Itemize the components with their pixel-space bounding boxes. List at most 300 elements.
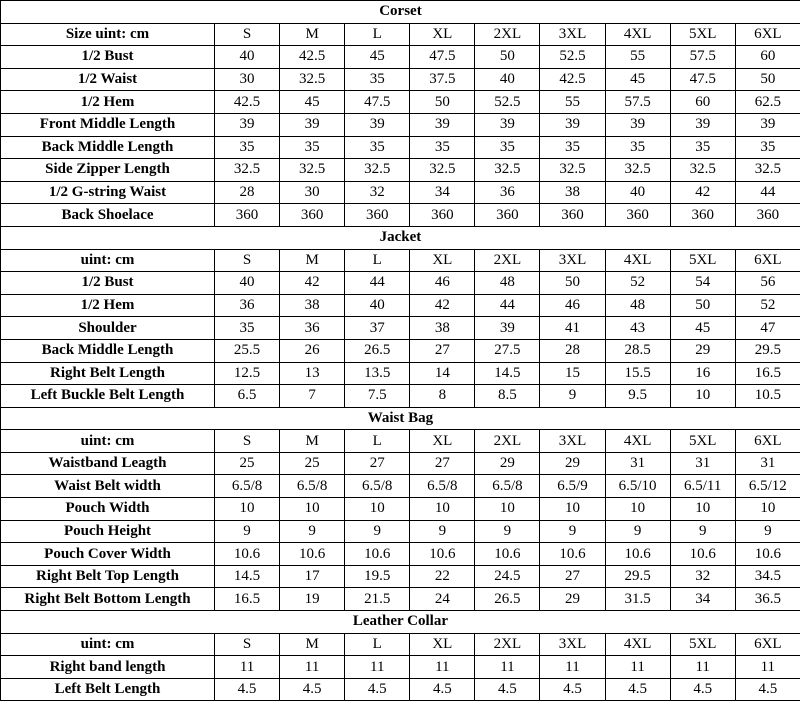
measurement-label: Waist Belt width bbox=[1, 475, 215, 498]
size-header-6xl: 6XL bbox=[735, 249, 800, 272]
measurement-value: 57.5 bbox=[670, 46, 735, 69]
measurement-value: 13.5 bbox=[345, 362, 410, 385]
measurement-value: 10 bbox=[410, 498, 475, 521]
measurement-value: 37.5 bbox=[410, 68, 475, 91]
measurement-value: 9 bbox=[540, 520, 605, 543]
jacket-section-title: Jacket bbox=[1, 226, 800, 249]
measurement-value: 32.5 bbox=[215, 159, 280, 182]
measurement-value: 22 bbox=[410, 565, 475, 588]
measurement-value: 36.5 bbox=[735, 588, 800, 611]
measurement-value: 10.6 bbox=[345, 543, 410, 566]
measurement-value: 36 bbox=[475, 181, 540, 204]
measurement-value: 11 bbox=[605, 656, 670, 679]
measurement-value: 34.5 bbox=[735, 565, 800, 588]
measurement-value: 360 bbox=[670, 204, 735, 227]
measurement-value: 360 bbox=[215, 204, 280, 227]
size-header-3xl: 3XL bbox=[540, 430, 605, 453]
measurement-value: 10.6 bbox=[215, 543, 280, 566]
measurement-label: Left Belt Length bbox=[1, 678, 215, 701]
corset-section-title: Corset bbox=[1, 1, 800, 24]
measurement-value: 19 bbox=[280, 588, 345, 611]
measurement-value: 4.5 bbox=[475, 678, 540, 701]
measurement-label: Pouch Width bbox=[1, 498, 215, 521]
measurement-value: 6.5/8 bbox=[410, 475, 475, 498]
measurement-value: 42.5 bbox=[215, 91, 280, 114]
leather-collar-size-header-row bbox=[1, 633, 800, 656]
measurement-value: 28.5 bbox=[605, 339, 670, 362]
size-header-xl: XL bbox=[410, 23, 475, 46]
measurement-value: 360 bbox=[735, 204, 800, 227]
measurement-value: 34 bbox=[670, 588, 735, 611]
measurement-value: 39 bbox=[215, 113, 280, 136]
size-header-m: M bbox=[280, 430, 345, 453]
size-header-3xl: 3XL bbox=[540, 23, 605, 46]
size-header-5xl: 5XL bbox=[670, 430, 735, 453]
measurement-value: 45 bbox=[605, 68, 670, 91]
measurement-label: Left Buckle Belt Length bbox=[1, 385, 215, 408]
leather-collar-title-row bbox=[1, 611, 800, 634]
jacket-title-row bbox=[1, 226, 800, 249]
measurement-value: 39 bbox=[475, 317, 540, 340]
measurement-value: 38 bbox=[410, 317, 475, 340]
measurement-label: 1/2 Bust bbox=[1, 272, 215, 295]
measurement-value: 9 bbox=[215, 520, 280, 543]
measurement-label: Shoulder bbox=[1, 317, 215, 340]
measurement-value: 6.5/11 bbox=[670, 475, 735, 498]
measurement-value: 54 bbox=[670, 272, 735, 295]
measurement-label: Back Shoelace bbox=[1, 204, 215, 227]
measurement-value: 14.5 bbox=[215, 565, 280, 588]
measurement-value: 35 bbox=[345, 68, 410, 91]
measurement-value: 24 bbox=[410, 588, 475, 611]
measurement-value: 4.5 bbox=[670, 678, 735, 701]
measurement-value: 10 bbox=[215, 498, 280, 521]
size-header-xl: XL bbox=[410, 430, 475, 453]
measurement-value: 24.5 bbox=[475, 565, 540, 588]
measurement-value: 35 bbox=[475, 136, 540, 159]
measurement-value: 11 bbox=[540, 656, 605, 679]
size-header-s: S bbox=[215, 23, 280, 46]
size-header-4xl: 4XL bbox=[605, 633, 670, 656]
measurement-value: 57.5 bbox=[605, 91, 670, 114]
measurement-value: 10.6 bbox=[735, 543, 800, 566]
measurement-value: 44 bbox=[735, 181, 800, 204]
table-row bbox=[1, 294, 800, 317]
table-row bbox=[1, 678, 800, 701]
measurement-value: 50 bbox=[410, 91, 475, 114]
measurement-value: 46 bbox=[540, 294, 605, 317]
size-header-2xl: 2XL bbox=[475, 633, 540, 656]
size-header-6xl: 6XL bbox=[735, 430, 800, 453]
measurement-value: 9 bbox=[475, 520, 540, 543]
measurement-value: 55 bbox=[605, 46, 670, 69]
measurement-value: 34 bbox=[410, 181, 475, 204]
measurement-value: 44 bbox=[345, 272, 410, 295]
measurement-value: 6.5/8 bbox=[345, 475, 410, 498]
measurement-value: 11 bbox=[280, 656, 345, 679]
measurement-value: 27 bbox=[410, 452, 475, 475]
measurement-value: 32.5 bbox=[605, 159, 670, 182]
table-row bbox=[1, 159, 800, 182]
measurement-value: 10 bbox=[540, 498, 605, 521]
measurement-label: 1/2 Hem bbox=[1, 91, 215, 114]
measurement-value: 45 bbox=[280, 91, 345, 114]
measurement-label: Front Middle Length bbox=[1, 113, 215, 136]
measurement-value: 14.5 bbox=[475, 362, 540, 385]
measurement-label: 1/2 G-string Waist bbox=[1, 181, 215, 204]
measurement-value: 32.5 bbox=[280, 68, 345, 91]
measurement-value: 360 bbox=[540, 204, 605, 227]
measurement-value: 360 bbox=[410, 204, 475, 227]
table-row bbox=[1, 498, 800, 521]
measurement-value: 8.5 bbox=[475, 385, 540, 408]
measurement-value: 10 bbox=[735, 498, 800, 521]
measurement-value: 35 bbox=[540, 136, 605, 159]
measurement-value: 50 bbox=[540, 272, 605, 295]
measurement-value: 44 bbox=[475, 294, 540, 317]
measurement-value: 10.6 bbox=[670, 543, 735, 566]
measurement-value: 27 bbox=[345, 452, 410, 475]
measurement-label: Right Belt Top Length bbox=[1, 565, 215, 588]
measurement-value: 9 bbox=[345, 520, 410, 543]
measurement-value: 37 bbox=[345, 317, 410, 340]
measurement-value: 29.5 bbox=[735, 339, 800, 362]
size-header-4xl: 4XL bbox=[605, 23, 670, 46]
measurement-value: 4.5 bbox=[215, 678, 280, 701]
measurement-label: Pouch Height bbox=[1, 520, 215, 543]
measurement-value: 50 bbox=[735, 68, 800, 91]
table-row bbox=[1, 452, 800, 475]
leather-collar-unit-label: uint: cm bbox=[1, 633, 215, 656]
measurement-value: 7.5 bbox=[345, 385, 410, 408]
measurement-value: 14 bbox=[410, 362, 475, 385]
measurement-value: 42 bbox=[410, 294, 475, 317]
measurement-value: 10.6 bbox=[280, 543, 345, 566]
size-header-4xl: 4XL bbox=[605, 430, 670, 453]
size-header-6xl: 6XL bbox=[735, 23, 800, 46]
measurement-value: 10 bbox=[475, 498, 540, 521]
measurement-value: 32.5 bbox=[345, 159, 410, 182]
measurement-value: 45 bbox=[670, 317, 735, 340]
size-header-l: L bbox=[345, 23, 410, 46]
measurement-value: 10 bbox=[670, 498, 735, 521]
measurement-value: 47.5 bbox=[670, 68, 735, 91]
measurement-value: 360 bbox=[345, 204, 410, 227]
measurement-value: 11 bbox=[735, 656, 800, 679]
measurement-value: 40 bbox=[605, 181, 670, 204]
measurement-value: 36 bbox=[215, 294, 280, 317]
table-row bbox=[1, 204, 800, 227]
measurement-value: 6.5/9 bbox=[540, 475, 605, 498]
measurement-value: 32.5 bbox=[735, 159, 800, 182]
waist-bag-unit-label: uint: cm bbox=[1, 430, 215, 453]
measurement-value: 30 bbox=[280, 181, 345, 204]
measurement-value: 26.5 bbox=[475, 588, 540, 611]
measurement-value: 32.5 bbox=[280, 159, 345, 182]
measurement-value: 39 bbox=[475, 113, 540, 136]
jacket-size-header-row bbox=[1, 249, 800, 272]
measurement-value: 11 bbox=[215, 656, 280, 679]
measurement-value: 42 bbox=[280, 272, 345, 295]
size-header-2xl: 2XL bbox=[475, 249, 540, 272]
size-header-m: M bbox=[280, 23, 345, 46]
corset-title-row bbox=[1, 1, 800, 24]
measurement-label: Right band length bbox=[1, 656, 215, 679]
measurement-value: 39 bbox=[605, 113, 670, 136]
table-row bbox=[1, 543, 800, 566]
measurement-value: 32.5 bbox=[670, 159, 735, 182]
table-row bbox=[1, 339, 800, 362]
size-header-l: L bbox=[345, 633, 410, 656]
measurement-value: 35 bbox=[735, 136, 800, 159]
measurement-value: 360 bbox=[280, 204, 345, 227]
measurement-value: 55 bbox=[540, 91, 605, 114]
measurement-value: 52.5 bbox=[475, 91, 540, 114]
size-header-3xl: 3XL bbox=[540, 633, 605, 656]
measurement-value: 30 bbox=[215, 68, 280, 91]
measurement-value: 32.5 bbox=[475, 159, 540, 182]
size-header-l: L bbox=[345, 249, 410, 272]
measurement-value: 15.5 bbox=[605, 362, 670, 385]
measurement-value: 52 bbox=[605, 272, 670, 295]
measurement-value: 10.6 bbox=[475, 543, 540, 566]
measurement-value: 9 bbox=[280, 520, 345, 543]
measurement-value: 39 bbox=[410, 113, 475, 136]
size-header-xl: XL bbox=[410, 633, 475, 656]
measurement-label: Right Belt Bottom Length bbox=[1, 588, 215, 611]
measurement-value: 60 bbox=[735, 46, 800, 69]
measurement-value: 32 bbox=[345, 181, 410, 204]
measurement-value: 38 bbox=[540, 181, 605, 204]
measurement-value: 52.5 bbox=[540, 46, 605, 69]
measurement-value: 31 bbox=[670, 452, 735, 475]
measurement-value: 10.6 bbox=[605, 543, 670, 566]
measurement-value: 29 bbox=[540, 588, 605, 611]
measurement-value: 35 bbox=[605, 136, 670, 159]
measurement-value: 47.5 bbox=[345, 91, 410, 114]
measurement-value: 35 bbox=[670, 136, 735, 159]
measurement-value: 25.5 bbox=[215, 339, 280, 362]
measurement-value: 10 bbox=[280, 498, 345, 521]
measurement-value: 15 bbox=[540, 362, 605, 385]
measurement-value: 29.5 bbox=[605, 565, 670, 588]
measurement-value: 10 bbox=[670, 385, 735, 408]
corset-unit-label: Size uint: cm bbox=[1, 23, 215, 46]
measurement-value: 32.5 bbox=[540, 159, 605, 182]
measurement-value: 38 bbox=[280, 294, 345, 317]
size-header-l: L bbox=[345, 430, 410, 453]
size-header-s: S bbox=[215, 430, 280, 453]
corset-size-header-row bbox=[1, 23, 800, 46]
table-row bbox=[1, 656, 800, 679]
chart-body bbox=[1, 1, 800, 701]
measurement-value: 31 bbox=[735, 452, 800, 475]
measurement-value: 6.5/8 bbox=[475, 475, 540, 498]
measurement-value: 42.5 bbox=[280, 46, 345, 69]
measurement-value: 48 bbox=[605, 294, 670, 317]
measurement-value: 35 bbox=[280, 136, 345, 159]
measurement-value: 11 bbox=[345, 656, 410, 679]
size-header-xl: XL bbox=[410, 249, 475, 272]
waist-bag-title-row bbox=[1, 407, 800, 430]
measurement-value: 12.5 bbox=[215, 362, 280, 385]
measurement-value: 36 bbox=[280, 317, 345, 340]
size-header-s: S bbox=[215, 633, 280, 656]
measurement-value: 10.6 bbox=[410, 543, 475, 566]
measurement-value: 41 bbox=[540, 317, 605, 340]
measurement-value: 25 bbox=[280, 452, 345, 475]
measurement-value: 10 bbox=[345, 498, 410, 521]
measurement-value: 11 bbox=[410, 656, 475, 679]
measurement-label: Right Belt Length bbox=[1, 362, 215, 385]
table-row bbox=[1, 181, 800, 204]
measurement-value: 50 bbox=[475, 46, 540, 69]
measurement-value: 40 bbox=[215, 46, 280, 69]
measurement-value: 40 bbox=[345, 294, 410, 317]
measurement-label: Waistband Leagth bbox=[1, 452, 215, 475]
measurement-value: 9 bbox=[735, 520, 800, 543]
measurement-value: 4.5 bbox=[605, 678, 670, 701]
measurement-value: 13 bbox=[280, 362, 345, 385]
measurement-value: 11 bbox=[670, 656, 735, 679]
measurement-value: 10.6 bbox=[540, 543, 605, 566]
measurement-value: 46 bbox=[410, 272, 475, 295]
table-row bbox=[1, 136, 800, 159]
measurement-value: 43 bbox=[605, 317, 670, 340]
measurement-value: 47 bbox=[735, 317, 800, 340]
table-row bbox=[1, 46, 800, 69]
table-row bbox=[1, 91, 800, 114]
measurement-value: 35 bbox=[215, 317, 280, 340]
size-header-4xl: 4XL bbox=[605, 249, 670, 272]
measurement-value: 40 bbox=[475, 68, 540, 91]
measurement-value: 50 bbox=[670, 294, 735, 317]
table-row bbox=[1, 272, 800, 295]
table-row bbox=[1, 475, 800, 498]
measurement-value: 360 bbox=[475, 204, 540, 227]
table-row bbox=[1, 362, 800, 385]
measurement-value: 39 bbox=[540, 113, 605, 136]
measurement-value: 4.5 bbox=[735, 678, 800, 701]
measurement-value: 11 bbox=[475, 656, 540, 679]
measurement-value: 8 bbox=[410, 385, 475, 408]
measurement-value: 52 bbox=[735, 294, 800, 317]
measurement-value: 4.5 bbox=[410, 678, 475, 701]
size-header-2xl: 2XL bbox=[475, 23, 540, 46]
measurement-label: Pouch Cover Width bbox=[1, 543, 215, 566]
measurement-value: 39 bbox=[735, 113, 800, 136]
measurement-value: 62.5 bbox=[735, 91, 800, 114]
measurement-value: 9 bbox=[410, 520, 475, 543]
table-row bbox=[1, 113, 800, 136]
measurement-value: 6.5/8 bbox=[280, 475, 345, 498]
measurement-value: 19.5 bbox=[345, 565, 410, 588]
table-row bbox=[1, 565, 800, 588]
measurement-value: 45 bbox=[345, 46, 410, 69]
measurement-value: 25 bbox=[215, 452, 280, 475]
measurement-value: 28 bbox=[215, 181, 280, 204]
measurement-value: 27 bbox=[540, 565, 605, 588]
measurement-value: 26.5 bbox=[345, 339, 410, 362]
size-header-5xl: 5XL bbox=[670, 633, 735, 656]
measurement-value: 4.5 bbox=[540, 678, 605, 701]
measurement-value: 9 bbox=[670, 520, 735, 543]
measurement-value: 7 bbox=[280, 385, 345, 408]
measurement-value: 27 bbox=[410, 339, 475, 362]
size-header-3xl: 3XL bbox=[540, 249, 605, 272]
size-header-6xl: 6XL bbox=[735, 633, 800, 656]
measurement-label: Side Zipper Length bbox=[1, 159, 215, 182]
measurement-value: 4.5 bbox=[280, 678, 345, 701]
measurement-value: 26 bbox=[280, 339, 345, 362]
measurement-value: 10 bbox=[605, 498, 670, 521]
measurement-value: 39 bbox=[280, 113, 345, 136]
measurement-value: 47.5 bbox=[410, 46, 475, 69]
measurement-value: 27.5 bbox=[475, 339, 540, 362]
size-header-5xl: 5XL bbox=[670, 249, 735, 272]
measurement-value: 29 bbox=[670, 339, 735, 362]
measurement-value: 35 bbox=[345, 136, 410, 159]
table-row bbox=[1, 385, 800, 408]
measurement-value: 40 bbox=[215, 272, 280, 295]
measurement-value: 39 bbox=[670, 113, 735, 136]
size-header-m: M bbox=[280, 249, 345, 272]
measurement-value: 35 bbox=[215, 136, 280, 159]
measurement-label: Back Middle Length bbox=[1, 136, 215, 159]
measurement-value: 16.5 bbox=[215, 588, 280, 611]
measurement-label: Back Middle Length bbox=[1, 339, 215, 362]
measurement-value: 6.5 bbox=[215, 385, 280, 408]
measurement-value: 6.5/10 bbox=[605, 475, 670, 498]
jacket-unit-label: uint: cm bbox=[1, 249, 215, 272]
size-header-2xl: 2XL bbox=[475, 430, 540, 453]
measurement-value: 48 bbox=[475, 272, 540, 295]
measurement-value: 9.5 bbox=[605, 385, 670, 408]
measurement-value: 16 bbox=[670, 362, 735, 385]
measurement-value: 42.5 bbox=[540, 68, 605, 91]
measurement-value: 9 bbox=[540, 385, 605, 408]
measurement-value: 29 bbox=[475, 452, 540, 475]
measurement-value: 42 bbox=[670, 181, 735, 204]
table-row bbox=[1, 520, 800, 543]
measurement-value: 360 bbox=[605, 204, 670, 227]
measurement-value: 32 bbox=[670, 565, 735, 588]
table-row bbox=[1, 68, 800, 91]
measurement-label: 1/2 Bust bbox=[1, 46, 215, 69]
measurement-label: 1/2 Hem bbox=[1, 294, 215, 317]
measurement-value: 29 bbox=[540, 452, 605, 475]
table-row bbox=[1, 317, 800, 340]
measurement-value: 17 bbox=[280, 565, 345, 588]
size-header-m: M bbox=[280, 633, 345, 656]
measurement-value: 35 bbox=[410, 136, 475, 159]
measurement-value: 9 bbox=[605, 520, 670, 543]
measurement-value: 56 bbox=[735, 272, 800, 295]
size-header-5xl: 5XL bbox=[670, 23, 735, 46]
waist-bag-size-header-row bbox=[1, 430, 800, 453]
measurement-value: 31.5 bbox=[605, 588, 670, 611]
measurement-value: 39 bbox=[345, 113, 410, 136]
measurement-label: 1/2 Waist bbox=[1, 68, 215, 91]
size-header-s: S bbox=[215, 249, 280, 272]
measurement-value: 28 bbox=[540, 339, 605, 362]
measurement-value: 10.5 bbox=[735, 385, 800, 408]
measurement-value: 32.5 bbox=[410, 159, 475, 182]
measurement-value: 4.5 bbox=[345, 678, 410, 701]
measurement-value: 60 bbox=[670, 91, 735, 114]
measurement-value: 21.5 bbox=[345, 588, 410, 611]
measurement-value: 6.5/8 bbox=[215, 475, 280, 498]
